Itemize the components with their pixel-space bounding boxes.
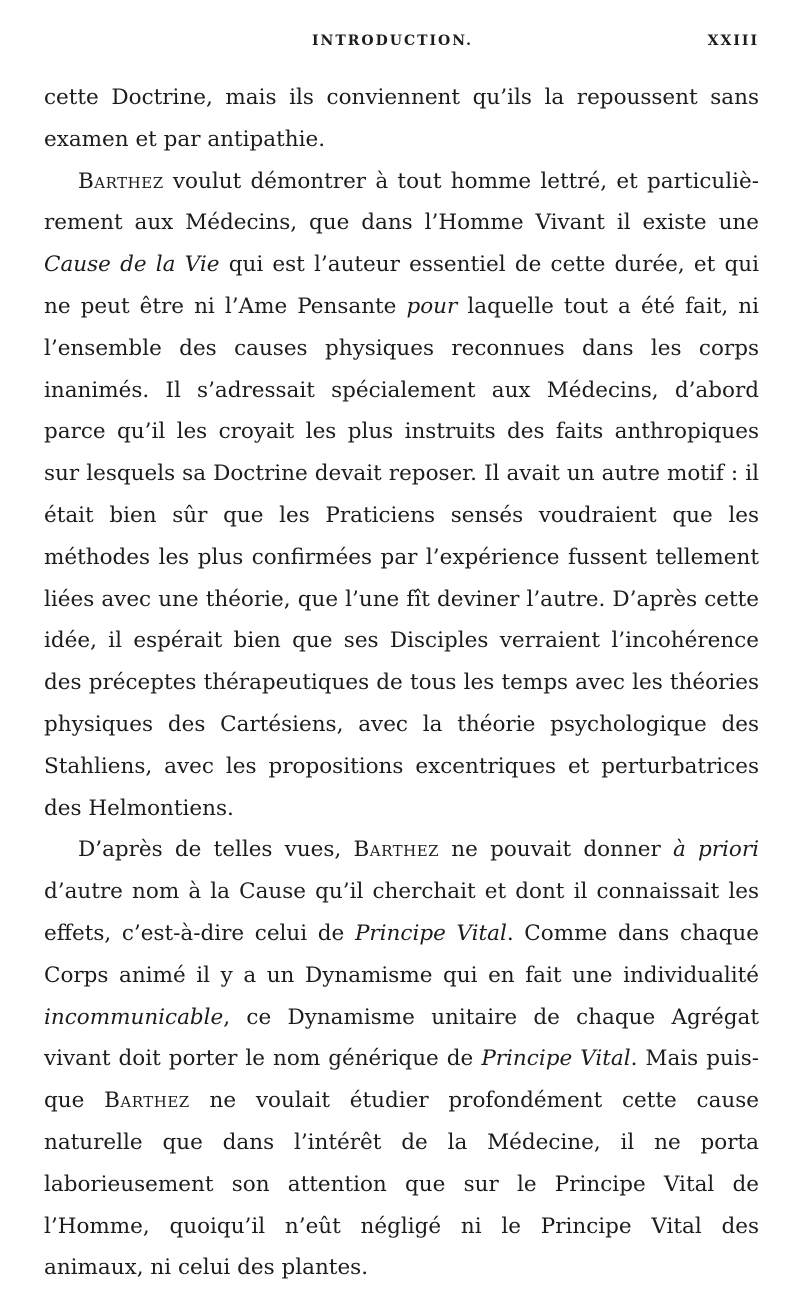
text-run: laquelle tout a été fait, ni l’ensemble des causes physiques reconnues dans les corps inanimés. Il s’adressait spécialement aux Médecins, d’abord parce qu’il les croyait les plus instruits des faits anthropiques sur lesquels sa Doctrine devait reposer. Il avait un autre motif : il était bien sûr que les Praticiens sensés voudraient que les méthodes les plus confirmées par l’expérience fussent tellement liées avec une théorie, que l’une fît deviner l’autre. D’après cette idée, il espérait bien que ses Disciples verraient l’incohérence des préceptes thérapeutiques de tous les temps avec les théories physiques des Cartésiens, avec la théorie psychologique des Stahliens, avec les propositions excentriques et perturbatrices des Helmontiens. <box>44 293 759 821</box>
paragraph <box>44 829 759 1289</box>
book-page <box>44 0 759 1287</box>
text-run: D’après de telles vues, <box>78 837 354 863</box>
running-title: INTRODUCTION. <box>312 33 474 49</box>
italic-phrase: incommunicable <box>44 1004 224 1030</box>
running-head <box>44 33 759 57</box>
italic-phrase: Principe Vital <box>354 920 507 946</box>
text-run: . Mais puisque <box>44 1046 759 1114</box>
paragraph <box>44 77 759 161</box>
text-run: voulut démontrer à tout homme lettré, et particulièrement aux Médecins, que dans l’Homme Vivant il existe une <box>44 168 759 236</box>
author-name: Barthez <box>78 168 164 194</box>
text-run: d’autre nom à la Cause qu’il cherchait et dont il connaissait les effets, c’est-à-dire celui de <box>44 879 759 946</box>
text-run: ne voulait étudier profondément cette cause naturelle que dans l’intérêt de la Médecine, il ne porta laborieusement son attention que sur le Principe Vital de l’Homme, quoiqu’il n’eût négligé ni le Principe Vital des animaux, ni celui des plantes. <box>44 1088 759 1281</box>
text-run: . Comme dans chaque Corps animé il y a un Dynamisme qui en fait une individualité <box>44 920 759 988</box>
italic-phrase: Principe Vital <box>481 1046 631 1072</box>
text-run: qui est l’auteur essentiel de cette durée, et qui ne peut être ni l’Ame Pensante <box>44 252 759 319</box>
paragraph <box>44 161 759 830</box>
italic-phrase: à priori <box>672 837 759 863</box>
text-run: , ce Dynamisme unitaire de chaque Agrégat vivant doit porter le nom générique de <box>44 1004 759 1072</box>
text-run: cette Doctrine, mais ils conviennent qu’ils la repoussent sans examen et par antipathie. <box>44 85 759 152</box>
text-run: ne pouvait donner <box>439 837 673 863</box>
body-text <box>44 77 759 1289</box>
page-number: XXIII <box>707 33 759 49</box>
italic-phrase: Cause de la Vie <box>44 252 220 278</box>
italic-phrase: pour <box>406 293 458 319</box>
author-name: Barthez <box>104 1088 190 1114</box>
author-name: Barthez <box>353 837 440 863</box>
